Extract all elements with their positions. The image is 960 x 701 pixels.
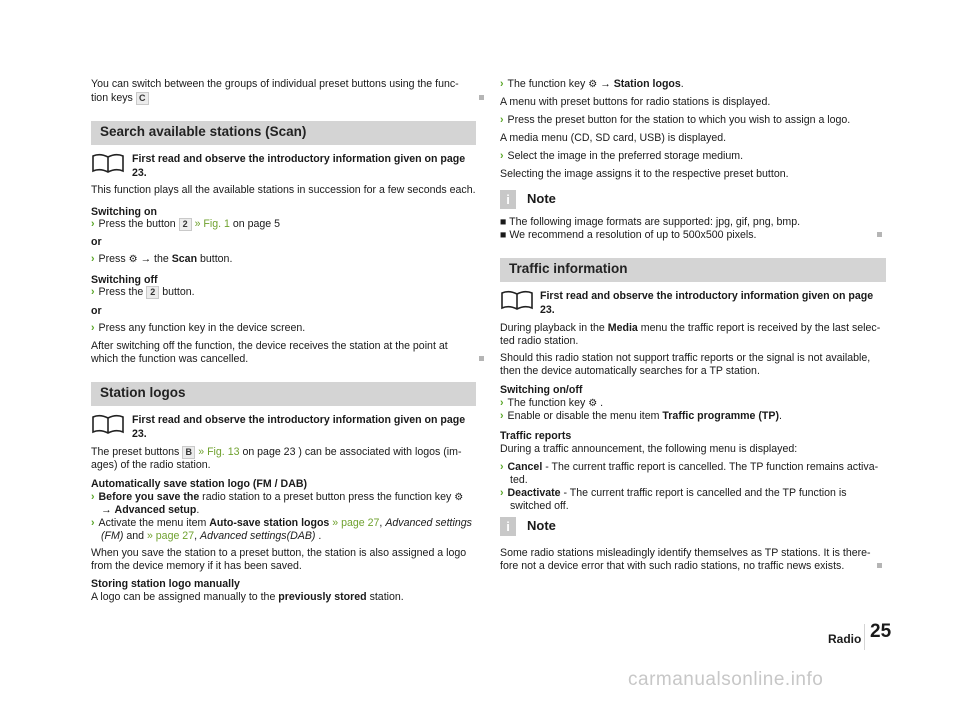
chevron-right-icon: › — [500, 461, 504, 473]
step: › Select the image in the preferred storage medium. — [500, 150, 744, 162]
paragraph-line: from the device memory if it has been saved. — [91, 560, 302, 572]
step-continuation: → Advanced setup. — [101, 504, 200, 516]
bullet-item: ■ The following image formats are supported: jpg, gif, png, bmp. — [500, 216, 801, 228]
gear-icon: ⚙ — [128, 254, 138, 265]
note-title: Note — [527, 518, 556, 533]
gear-icon: ⚙ — [454, 492, 464, 503]
paragraph-line: which the function was cancelled. — [91, 353, 249, 365]
step-continuation: (FM) and » page 27, Advanced settings(DAB) . — [101, 530, 322, 542]
paragraph-line: fore not a device error that with such radio stations, no traffic news exists. — [500, 560, 845, 572]
section-title: Traffic information — [509, 261, 628, 276]
page-number: 25 — [870, 621, 892, 642]
bullet-item: ■ We recommend a resolution of up to 500x500 pixels. — [500, 229, 757, 241]
first-read-note: First read and observe the introductory information given on page 23. — [540, 290, 874, 316]
chevron-right-icon: › — [91, 218, 95, 230]
page-link[interactable]: » page 27 — [332, 517, 380, 529]
section-title: Search available stations (Scan) — [100, 124, 307, 139]
chevron-right-icon: › — [91, 322, 95, 334]
subheading: Switching on — [91, 206, 157, 218]
info-icon: i — [500, 190, 516, 209]
step: › The function key ⚙ . — [500, 397, 604, 409]
key-2: 2 — [179, 218, 192, 231]
book-icon — [500, 290, 534, 310]
footer-divider — [864, 624, 865, 650]
section-scan-header — [91, 121, 476, 145]
paragraph-line: The preset buttons B » Fig. 13 on page 23 ) can be associated with logos (im- — [91, 446, 462, 458]
figure-link[interactable]: » Fig. 13 — [198, 446, 240, 458]
subheading: Automatically save station logo (FM / DAB) — [91, 478, 308, 490]
step: › Press the 2 button. — [91, 286, 195, 298]
paragraph-line: then the device automatically searches for a TP station. — [500, 365, 760, 377]
gear-icon: ⚙ — [588, 79, 598, 90]
section-traffic-header — [500, 258, 886, 282]
watermark: carmanualsonline.info — [628, 669, 824, 690]
or-text: or — [91, 305, 102, 317]
key-2: 2 — [146, 286, 159, 299]
or-text: or — [91, 236, 102, 248]
step: › Cancel - The current traffic report is cancelled. The TP function remains activa- — [500, 461, 879, 473]
subheading: Traffic reports — [500, 430, 572, 442]
chevron-right-icon: › — [500, 397, 504, 409]
paragraph-line: ages) of the radio station. — [91, 459, 211, 471]
book-icon — [91, 153, 125, 173]
subheading: Storing station logo manually — [91, 578, 240, 590]
intro-line-1: You can switch between the groups of individual preset buttons using the func- — [91, 78, 459, 90]
paragraph: This function plays all the available stations in succession for a few seconds each. — [91, 184, 476, 196]
step: › The function key ⚙ → Station logos. — [500, 78, 684, 90]
intro-line-2: tion keys C — [91, 91, 476, 105]
gear-icon: ⚙ — [588, 398, 598, 409]
step: › Enable or disable the menu item Traffic programme (TP). — [500, 410, 782, 422]
key-b: B — [182, 446, 195, 459]
book-icon — [91, 414, 125, 434]
paragraph-line: Should this radio station not support traffic reports or the signal is not available, — [500, 352, 871, 364]
step: › Press ⚙ → the Scan button. — [91, 253, 233, 265]
step: › Deactivate - The current traffic report is cancelled and the TP function is — [500, 487, 847, 499]
key-c: C — [136, 92, 149, 105]
end-mark — [479, 95, 484, 100]
paragraph-line: ted radio station. — [500, 335, 579, 347]
paragraph-line: Some radio stations misleadingly identify themselves as TP stations. It is there- — [500, 547, 871, 559]
figure-link[interactable]: » Fig. 1 — [194, 218, 230, 230]
end-mark — [479, 356, 484, 361]
info-icon: i — [500, 517, 516, 536]
subheading: Switching on/off — [500, 384, 583, 396]
step-continuation: ted. — [510, 474, 528, 486]
footer-section: Radio — [828, 632, 862, 646]
paragraph-line: A logo can be assigned manually to the previously stored station. — [91, 591, 404, 603]
step-continuation: switched off. — [510, 500, 569, 512]
chevron-right-icon: › — [500, 410, 504, 422]
step: › Press the preset button for the station to which you wish to assign a logo. — [500, 114, 851, 126]
step: › Before you save the radio station to a preset button press the function key ⚙ — [91, 491, 464, 503]
section-logos-header — [91, 382, 476, 406]
paragraph-line: A menu with preset buttons for radio stations is displayed. — [500, 96, 771, 108]
chevron-right-icon: › — [91, 286, 95, 298]
page-link[interactable]: » page 27 — [146, 530, 195, 542]
step: › Press any function key in the device screen. — [91, 322, 306, 334]
chevron-right-icon: › — [91, 517, 95, 529]
paragraph-line: During a traffic announcement, the following menu is displayed: — [500, 443, 798, 455]
first-read-note: First read and observe the introductory information given on page 23. — [132, 153, 466, 179]
paragraph-line: When you save the station to a preset button, the station is also assigned a logo — [91, 547, 467, 559]
section-title: Station logos — [100, 385, 186, 400]
chevron-right-icon: › — [91, 253, 95, 265]
end-mark — [877, 563, 882, 568]
chevron-right-icon: › — [91, 491, 95, 503]
chevron-right-icon: › — [500, 78, 504, 90]
paragraph-line: After switching off the function, the device receives the station at the point at — [91, 340, 448, 352]
note-title: Note — [527, 191, 556, 206]
paragraph-line: During playback in the Media menu the traffic report is received by the last selec- — [500, 322, 881, 334]
end-mark — [877, 232, 882, 237]
step: › Activate the menu item Auto-save station logos » page 27, Advanced settings — [91, 517, 472, 529]
chevron-right-icon: › — [500, 114, 504, 126]
chevron-right-icon: › — [500, 150, 504, 162]
step: › Press the button 2 » Fig. 1 on page 5 — [91, 218, 281, 230]
first-read-note: First read and observe the introductory information given on page 23. — [132, 414, 466, 440]
paragraph-line: A media menu (CD, SD card, USB) is displayed. — [500, 132, 727, 144]
paragraph-line: Selecting the image assigns it to the respective preset button. — [500, 168, 789, 180]
chevron-right-icon: › — [500, 487, 504, 499]
subheading: Switching off — [91, 274, 158, 286]
